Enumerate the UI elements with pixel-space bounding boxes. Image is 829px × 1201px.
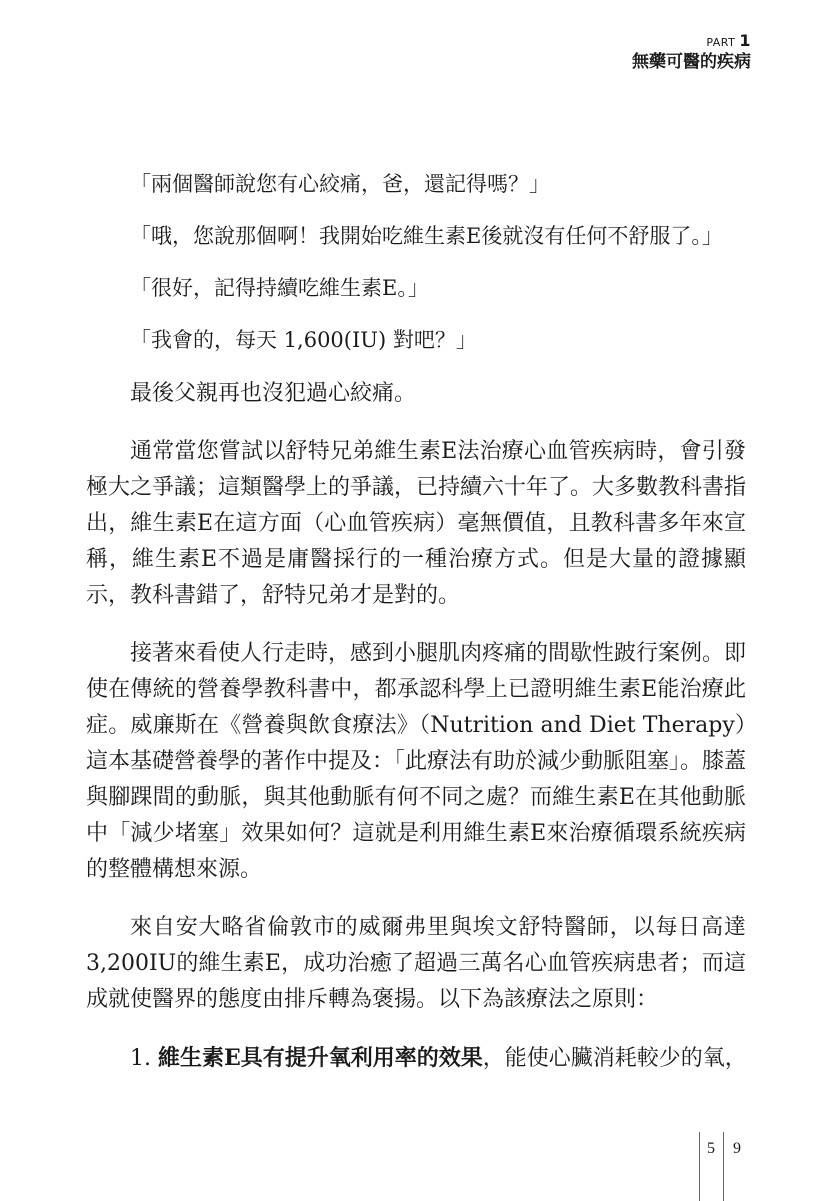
part-label: [632, 31, 751, 50]
running-header: [632, 31, 751, 73]
folio-divider: [723, 1132, 724, 1201]
list-item-text: ，能使心臟消耗較少的氧，: [482, 1046, 747, 1071]
folio-divider: [699, 1132, 700, 1201]
dialogue-line: 「我會的，每天 1,600(IU) 對吧？」: [130, 328, 477, 352]
dialogue-line: 「很好，記得持續吃維生素E。」: [130, 276, 429, 300]
chapter-title: 無藥可醫的疾病: [632, 52, 751, 72]
dialogue-line: 「兩個醫師說您有心絞痛，爸，還記得嗎？」: [130, 172, 550, 196]
list-item-number: 1.: [130, 1046, 158, 1071]
paragraph: 來自安大略省倫敦市的威爾弗里與埃文舒特醫師，以每日高達3,200IU的維生素E，成功治癒了超過三萬名心血管疾病患者；而這成就使醫界的態度由排斥轉為褒揚。以下為該療法之原則：: [86, 915, 746, 1012]
page-number-digit: 5: [707, 1140, 715, 1157]
page-body: [86, 168, 746, 1077]
part-label-text: PART: [706, 36, 736, 49]
list-item: [86, 1040, 746, 1077]
paragraph: 通常當您嘗試以舒特兄弟維生素E法治療心血管疾病時，會引發極大之爭議；這類醫學上的爭議，已持續六十年了。大多數教科書指出，維生素E在這方面（心血管疾病）毫無價值，且教科書多年來宣稱，維生素E不過是庸醫採行的一種治療方式。但是大量的證據顯示，教科書錯了，舒特兄弟才是對的。: [86, 439, 747, 608]
paragraph: 接著來看使人行走時，感到小腿肌肉疼痛的間歇性跛行案例。即使在傳統的營養學教科書中，都承認科學上已證明維生素E能治療此症。威廉斯在《營養與飲食療法》（Nutrition and Diet Therapy）這本基礎營養學的著作中提及：「此療法有助於減少動脈阻塞」。膝蓋與腳踝間的動脈，與其他動脈有何不同之處？而維生素E在其他動脈中「減少堵塞」效果如何？這就是利用維生素E來治療循環系統疾病的整體構想來源。: [86, 641, 747, 882]
dialogue-line: 「哦，您說那個啊！我開始吃維生素E後就沒有任何不舒服了。」: [130, 224, 723, 248]
part-number: 1: [739, 31, 751, 50]
page-number: [707, 1132, 757, 1201]
page-number-digit: 9: [733, 1140, 741, 1157]
list-item-bold-text: 維生素E具有提升氧利用率的效果: [157, 1045, 483, 1071]
paragraph: 最後父親再也沒犯過心絞痛。: [130, 381, 417, 406]
